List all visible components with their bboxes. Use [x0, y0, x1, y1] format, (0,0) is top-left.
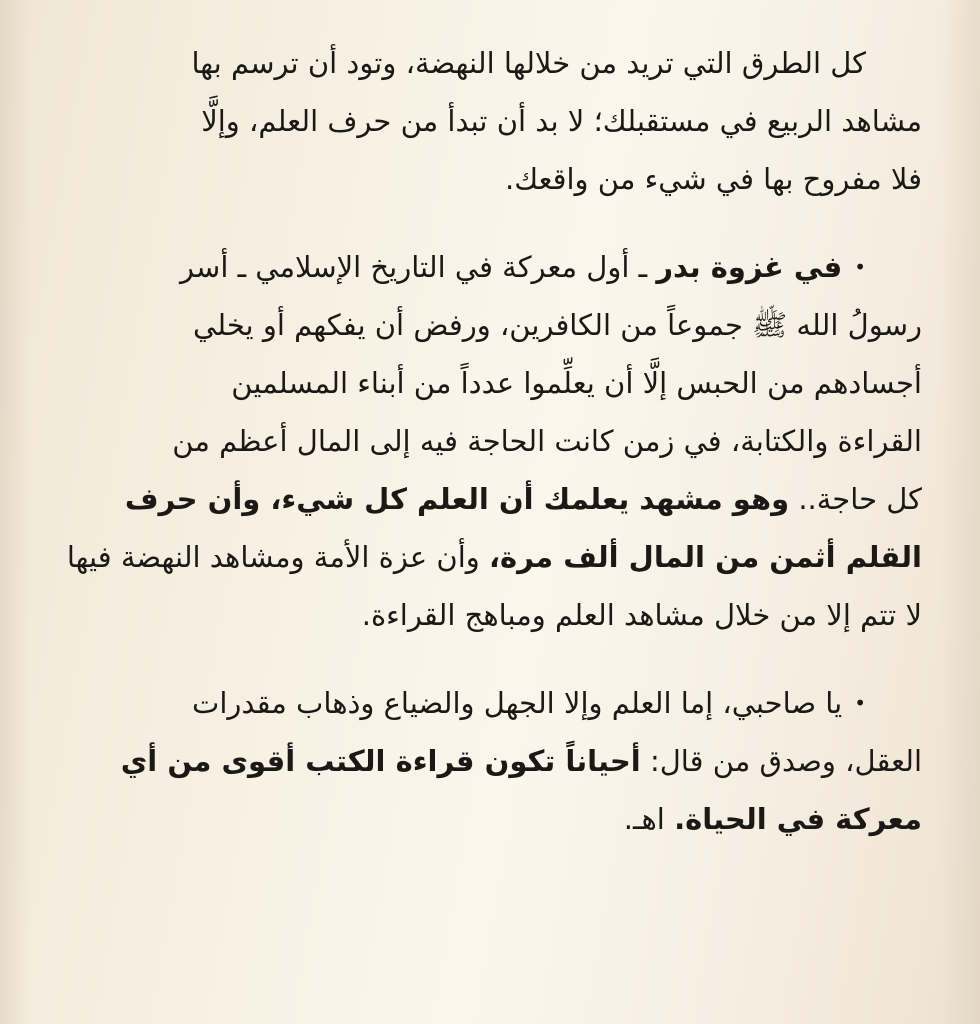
paragraph-2-line-7: لا تتم إلا من خلال مشاهد العلم ومباهج القراءة.	[361, 598, 922, 632]
paragraph-2-line-4: القراءة والكتابة، في زمن كانت الحاجة فيه إلى المال أعظم من	[172, 424, 922, 458]
paragraph-2-line-1-text: ـ أول معركة في التاريخ الإسلامي ـ أسر	[180, 250, 657, 284]
paragraph-1-line-1: كل الطرق التي تريد من خلالها النهضة، وتود أن ترسم بها	[191, 46, 866, 80]
paragraph-3-quote: أحياناً تكون قراءة الكتب أقوى من أي	[120, 744, 641, 778]
paragraph-2-line-5-emphasis: وهو مشهد يعلمك أن العلم كل شيء، وأن حرف	[124, 482, 790, 516]
paragraph-1-line-3: فلا مفروح بها في شيء من واقعك.	[504, 162, 922, 196]
paragraph-3	[60, 674, 922, 848]
paragraph-2-line-3: أجسادهم من الحبس إلَّا أن يعلِّموا عدداً من أبناء المسلمين	[231, 366, 922, 400]
paragraph-2-heading: في غزوة بدر	[656, 250, 843, 284]
paragraph-2-line-6-text: وأن عزة الأمة ومشاهد النهضة فيها	[66, 540, 489, 574]
paragraph-2-line-5	[60, 470, 922, 528]
paragraph-2-line-2: رسولُ الله ﷺ جموعاً من الكافرين، ورفض أن يفكهم أو يخلي	[193, 308, 922, 342]
paragraph-3-line-1-text: يا صاحبي، إما العلم وإلا الجهل والضياع وذهاب مقدرات	[192, 686, 843, 720]
bullet-icon: •	[854, 691, 866, 715]
paragraph-3-line-1	[60, 674, 922, 732]
paragraph-1-line-2: مشاهد الربيع في مستقبلك؛ لا بد أن تبدأ من حرف العلم، وإلَّا	[201, 104, 922, 138]
paragraph-3-line-3-text: اهـ.	[623, 802, 675, 836]
bullet-icon: •	[854, 255, 866, 279]
paragraph-2-line-5-text: كل حاجة..	[789, 482, 922, 516]
book-page	[60, 34, 922, 878]
page-shadow-left	[0, 0, 30, 1024]
paragraph-1	[60, 34, 922, 208]
paragraph-2	[60, 238, 922, 644]
paragraph-3-line-2-text: العقل، وصدق من قال:	[640, 744, 922, 778]
page-shadow-right	[940, 0, 980, 1024]
paragraph-3-line-3	[60, 790, 922, 848]
paragraph-3-quote-end: معركة في الحياة.	[674, 802, 922, 836]
paragraph-2-line-1	[60, 238, 922, 296]
paragraph-2-line-6-emphasis: القلم أثمن من المال ألف مرة،	[488, 540, 922, 574]
paragraph-3-line-2	[60, 732, 922, 790]
paragraph-2-line-6	[60, 528, 922, 586]
